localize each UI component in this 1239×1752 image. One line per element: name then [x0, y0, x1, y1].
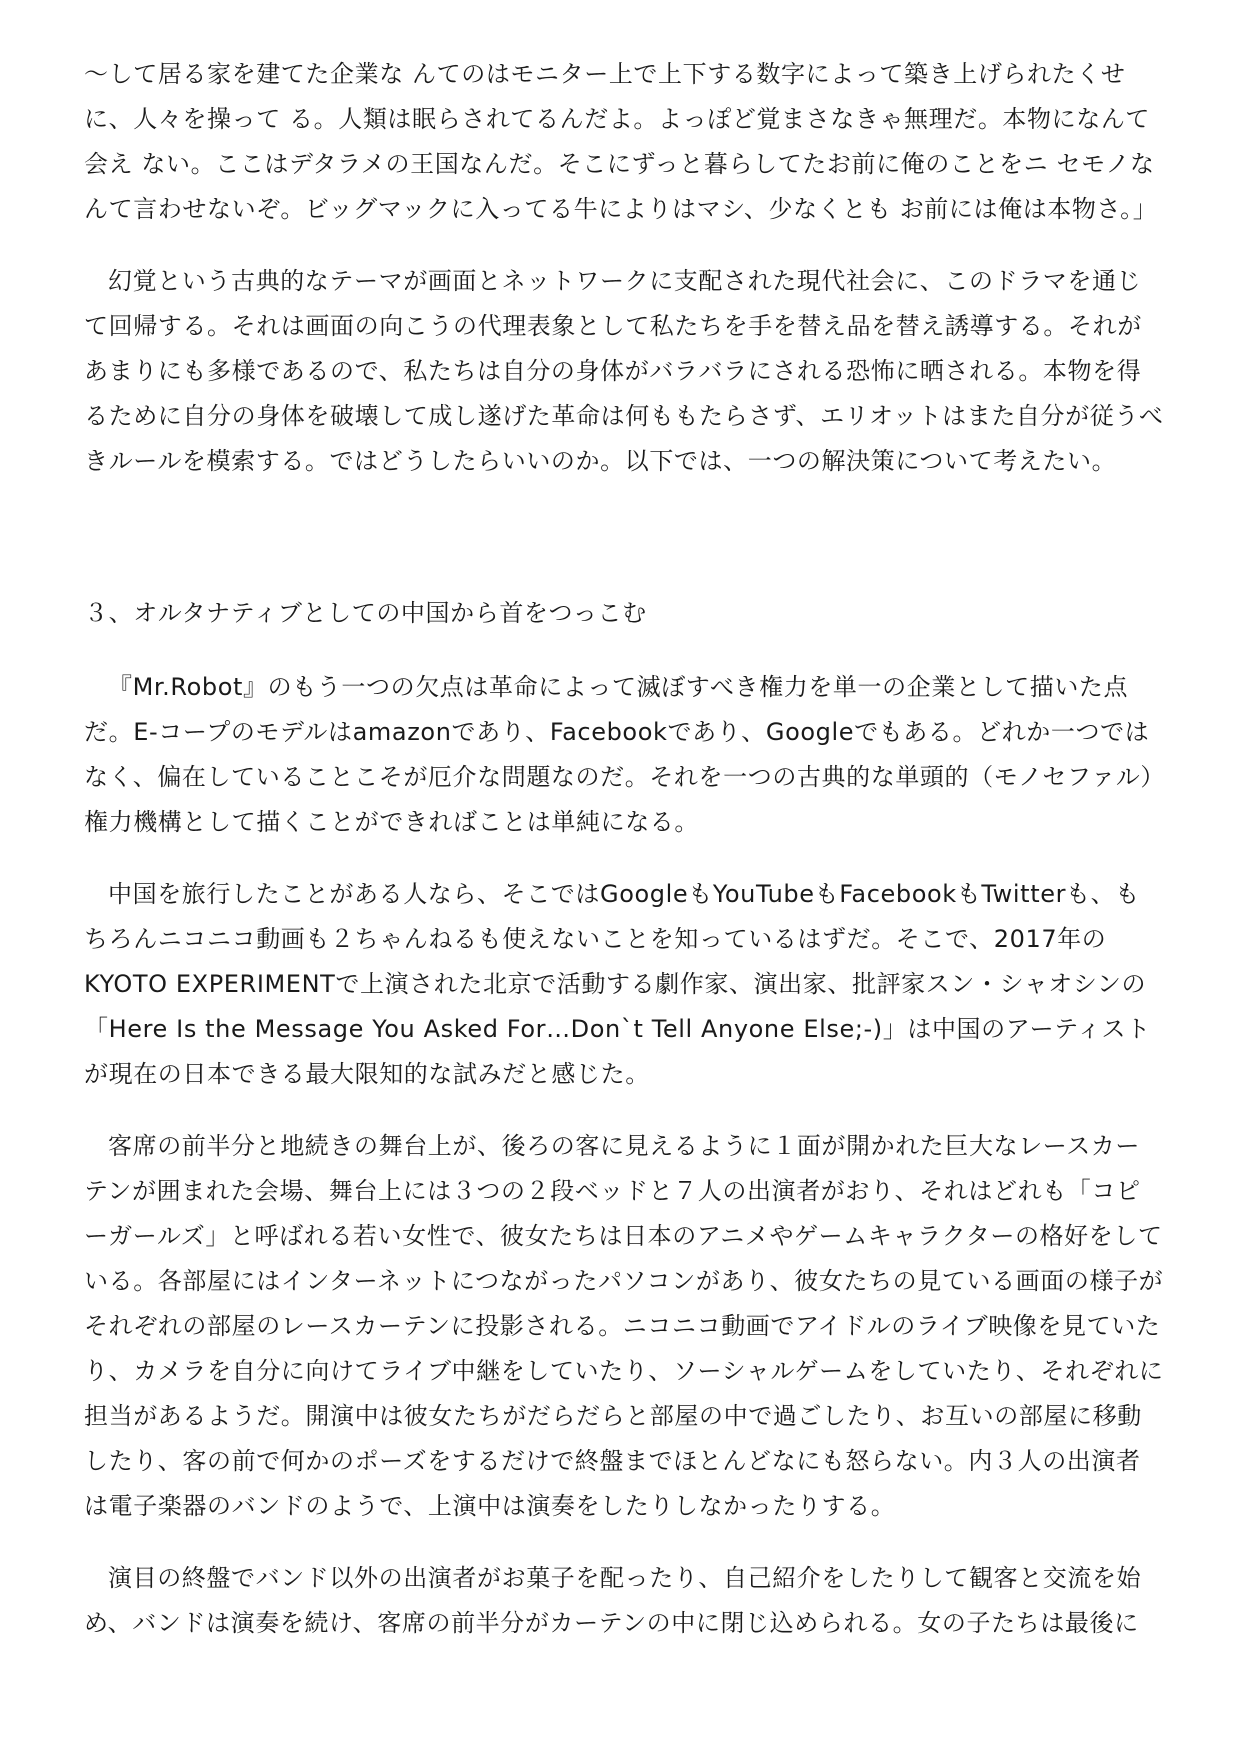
- paragraph-stage-description: 客席の前半分と地続きの舞台上が、後ろの客に見えるように１面が開かれた巨大なレースカーテンが囲まれた会場、舞台上には３つの２段ベッドと７人の出演者がおり、それはどれも「コピーガールズ」と呼ばれる若い女性で、彼女たちは日本のアニメやゲームキャラクターの格好をしている。各部屋にはインターネットにつながったパソコンがあり、彼女たちの見ている画面の様子がそれぞれの部屋のレースカーテンに投影される。ニコニコ動画でアイドルのライブ映像を見ていたり、カメラを自分に向けてライブ中継をしていたり、ソーシャルゲームをしていたり、それぞれに担当があるようだ。開演中は彼女たちがだらだらと部屋の中で過ごしたり、お互いの部屋に移動したり、客の前で何かのポーズをするだけで終盤までほとんどなにも怒らない。内３人の出演者は電子楽器のバンドのようで、上演中は演奏をしたりしなかったりする。: [84, 1132, 1164, 1520]
- section-spacer: [84, 511, 1164, 591]
- section-heading: ３、オルタナティブとしての中国から首をつっこむ: [84, 599, 647, 627]
- document-page: [84, 52, 1164, 1673]
- paragraph-quote-end: 〜して居る家を建てた企業な んてのはモニター上で上下する数字によって築き上げられたくせに、人々を操って る。人類は眠らされてるんだよ。よっぽど覚まさなきゃ無理だ。本物になんて会え ない。ここはデタラメの王国なんだ。そこにずっと暮らしてたお前に俺のことをニ セモノなんて言わせないぞ。ビッグマックに入ってる牛によりはマシ、少なくとも お前には俺は本物さ。」: [84, 60, 1158, 223]
- paragraph-finale: 演目の終盤でバンド以外の出演者がお菓子を配ったり、自己紹介をしたりして観客と交流を始め、バンドは演奏を続け、客席の前半分がカーテンの中に閉じ込められる。女の子たちは最後に: [84, 1564, 1142, 1637]
- paragraph-china-travel: 中国を旅行したことがある人なら、そこではGoogleもYouTubeもFacebookもTwitterも、もちろんニコニコ動画も２ちゃんねるも使えないことを知っているはずだ。そこで、2017年のKYOTO EXPERIMENTで上演された北京で活動する劇作家、演出家、批評家スン・シャオシンの「Here Is the Message You Asked For…Don`t Tell Anyone Else;-)」は中国のアーティストが現在の日本できる最大限知的な試みだと感じた。: [84, 880, 1151, 1088]
- paragraph-illusion-theme: 幻覚という古典的なテーマが画面とネットワークに支配された現代社会に、このドラマを通じて回帰する。それは画面の向こうの代理表象として私たちを手を替え品を替え誘導する。それがあまりにも多様であるので、私たちは自分の身体がバラバラにされる恐怖に晒される。本物を得るために自分の身体を破壊して成し遂げた革命は何ももたらさず、エリオットはまた自分が従うべきルールを模索する。ではどうしたらいいのか。以下では、一つの解決策について考えたい。: [84, 267, 1164, 475]
- paragraph-mr-robot-flaw: 『Mr.Robot』のもう一つの欠点は革命によって滅ぼすべき権力を単一の企業として描いた点だ。E-コープのモデルはamazonであり、Facebookであり、Googleでもある。どれか一つではなく、偏在していることこそが厄介な問題なのだ。それを一つの古典的な単頭的（モノセファル）権力機構として描くことができればことは単純になる。: [84, 673, 1153, 836]
